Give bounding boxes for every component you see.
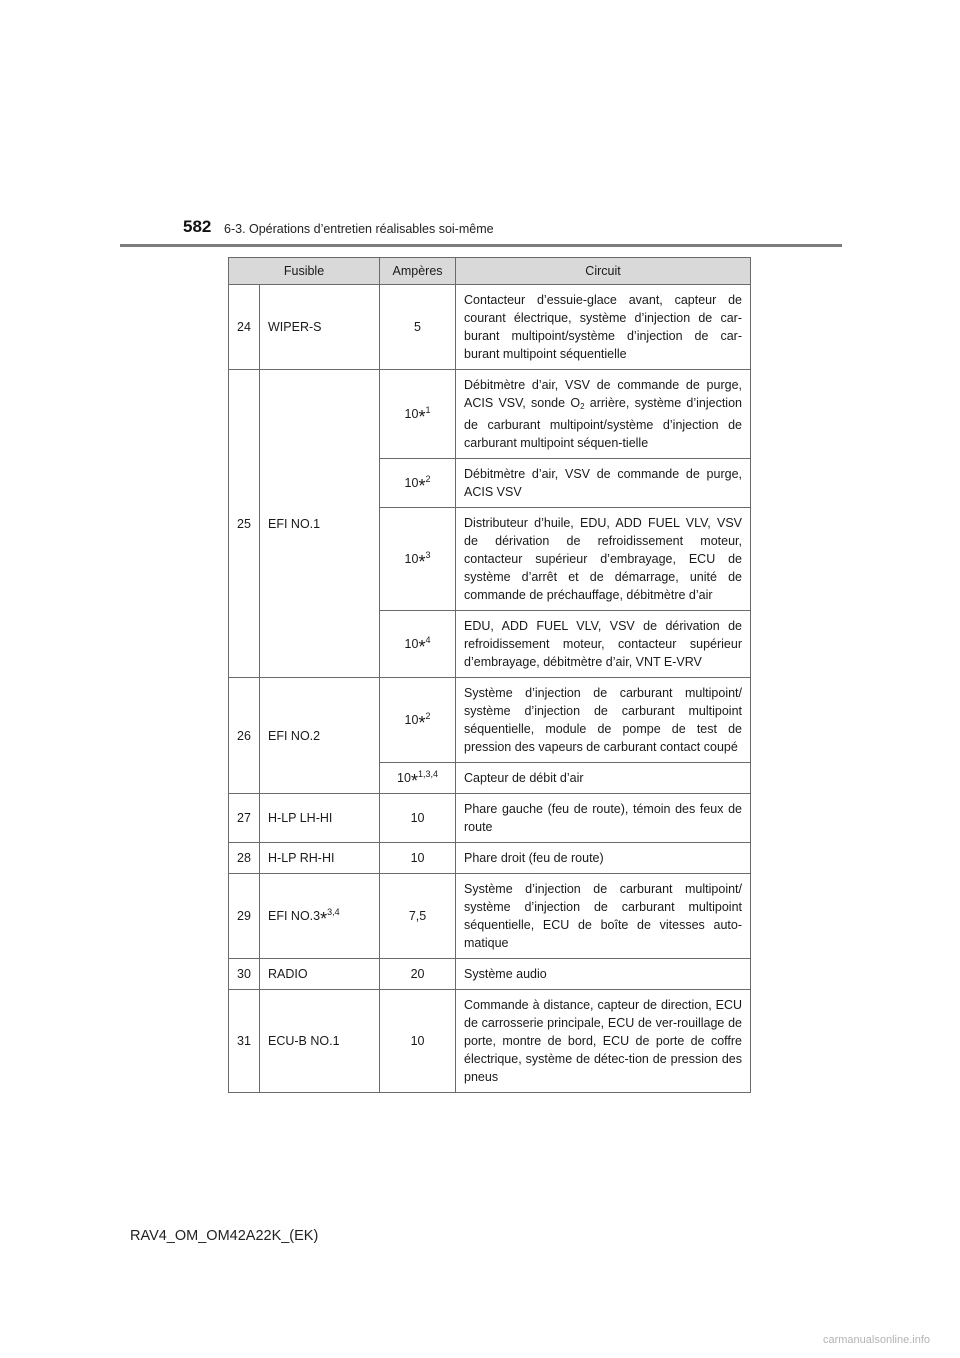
header-amps: Ampères — [380, 258, 456, 285]
fuse-circuit: EDU, ADD FUEL VLV, VSV de dérivation de refroidissement moteur, contacteur supérieur d’embrayage, débitmètre d’air, VNT E-VRV — [456, 611, 751, 678]
fuse-amps: 10*$^2$ — [380, 459, 456, 508]
fuse-circuit: Contacteur d’essuie-glace avant, capteur de courant électrique, système d’injection de car-burant multipoint/système d’injection de car-burant multipoint séquentielle — [456, 285, 751, 370]
watermark: carmanualsonline.info — [822, 1334, 930, 1346]
fuse-amps: 20 — [380, 959, 456, 990]
footnote-ref: 2 — [425, 710, 431, 721]
fuse-name: RADIO — [260, 959, 380, 990]
fuse-name: H-LP LH-HI — [260, 794, 380, 843]
fuse-number: 26 — [229, 678, 260, 794]
footnote-ref: 3,4 — [327, 906, 340, 917]
fuse-circuit: Commande à distance, capteur de direction, ECU de carrosserie principale, ECU de ver-rouillage de porte, montre de bord, ECU de porte de coffre électrique, système de détec-tion de pression des pneus — [456, 990, 751, 1093]
fuse-number: 31 — [229, 990, 260, 1093]
manual-code: RAV4_OM_OM42A22K_(EK) — [130, 1228, 319, 1244]
fuse-number: 24 — [229, 285, 260, 370]
fuse-amps: 10*$^3$ — [380, 508, 456, 611]
fuse-circuit: Distributeur d’huile, EDU, ADD FUEL VLV, VSV de dérivation de refroidissement moteur, contacteur supérieur d’embrayage, ECU de système d’arrêt et de démarrage, unité de commande de préchauffage, débitmètre d’air — [456, 508, 751, 611]
fuse-number: 29 — [229, 874, 260, 959]
fuse-circuit: Système d’injection de carburant multipoint/ système d’injection de carburant multipoint séquentielle, module de pompe de test de pression des vapeurs de carburant contact coupé — [456, 678, 751, 763]
fuse-name: EFI NO.2 — [260, 678, 380, 794]
fuse-amps: 10 — [380, 794, 456, 843]
fuse-name: EFI NO.3*$^{3,4}$ — [260, 874, 380, 959]
footnote-ref: 2 — [425, 473, 431, 484]
fuse-amps: 10*$^1$ — [380, 370, 456, 459]
table-row — [229, 370, 751, 459]
table-row — [229, 874, 751, 959]
fuse-circuit: Système audio — [456, 959, 751, 990]
table-row — [229, 794, 751, 843]
fuse-number: 25 — [229, 370, 260, 678]
table-header-row — [229, 258, 751, 285]
fuse-number: 28 — [229, 843, 260, 874]
table-row — [229, 959, 751, 990]
fuse-circuit: Phare gauche (feu de route), témoin des feux de route — [456, 794, 751, 843]
header-fuse: Fusible — [229, 258, 380, 285]
table-row — [229, 678, 751, 763]
footnote-ref: 3 — [425, 549, 431, 560]
fuse-number: 30 — [229, 959, 260, 990]
footnote-ref: 1 — [425, 404, 431, 415]
table-row — [229, 843, 751, 874]
fuse-amps: 10 — [380, 843, 456, 874]
fuse-amps: 10 — [380, 990, 456, 1093]
fuse-circuit: Système d’injection de carburant multipoint/ système d’injection de carburant multipoint séquentielle, ECU de boîte de vitesses auto-matique — [456, 874, 751, 959]
fuse-circuit: Capteur de débit d’air — [456, 763, 751, 794]
fuse-amps: 10*$^{1,3,4}$ — [380, 763, 456, 794]
fuse-name: WIPER-S — [260, 285, 380, 370]
fuse-table — [228, 257, 751, 1093]
fuse-name: H-LP RH-HI — [260, 843, 380, 874]
table-row — [229, 990, 751, 1093]
fuse-circuit: Phare droit (feu de route) — [456, 843, 751, 874]
section-title: 6-3. Opérations d’entretien réalisables soi-même — [224, 222, 494, 236]
footnote-ref: 4 — [425, 634, 431, 645]
fuse-circuit: Débitmètre d’air, VSV de commande de purge, ACIS VSV — [456, 459, 751, 508]
fuse-number: 27 — [229, 794, 260, 843]
fuse-name: ECU-B NO.1 — [260, 990, 380, 1093]
fuse-amps: 10*$^4$ — [380, 611, 456, 678]
header-rule — [120, 244, 842, 247]
header-circuit: Circuit — [456, 258, 751, 285]
fuse-name: EFI NO.1 — [260, 370, 380, 678]
footnote-ref: 1,3,4 — [417, 768, 438, 779]
fuse-amps: 10*$^2$ — [380, 678, 456, 763]
page-number: 582 — [183, 217, 212, 236]
fuse-amps: 5 — [380, 285, 456, 370]
table-row — [229, 285, 751, 370]
fuse-amps: 7,5 — [380, 874, 456, 959]
fuse-circuit: Débitmètre d’air, VSV de commande de purge, ACIS VSV, sonde $O_2$ arrière, système d’injection de carburant multipoint/système d’injection de carburant multipoint séquen-tielle — [456, 370, 751, 459]
